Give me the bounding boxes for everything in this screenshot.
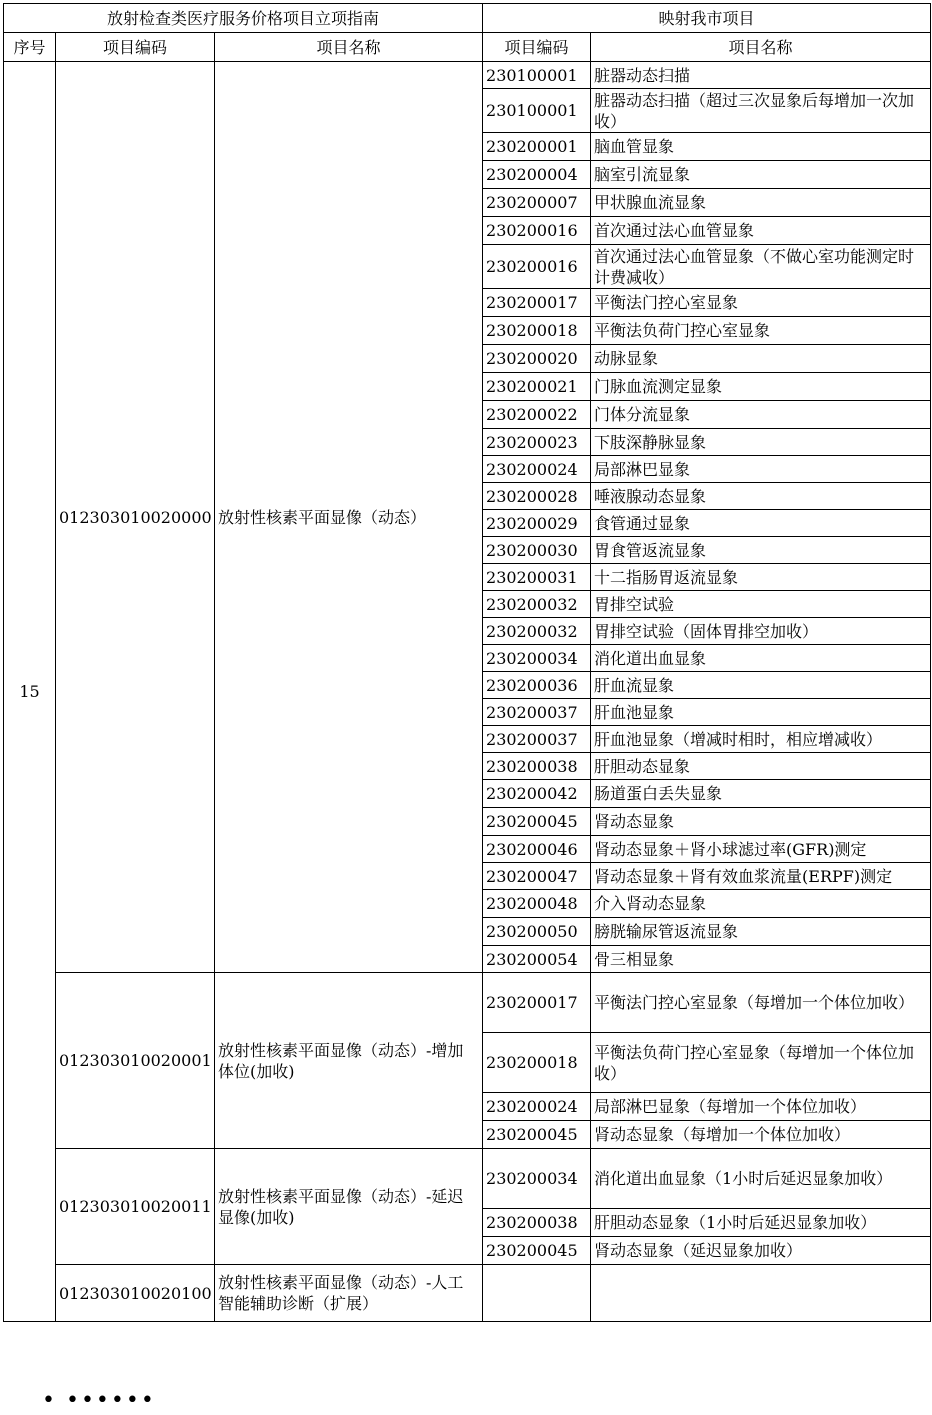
table-row bbox=[4, 973, 931, 1033]
item-code-cell: 012303010020000 bbox=[56, 62, 215, 973]
mapped-name-cell: 肾动态显象（延迟显象加收） bbox=[591, 1237, 931, 1265]
mapped-name-cell: 首次通过法心血管显象（不做心室功能测定时计费减收） bbox=[591, 245, 931, 289]
seq-cell: 15 bbox=[4, 62, 56, 1322]
mapped-name-cell: 局部淋巴显象（每增加一个体位加收） bbox=[591, 1093, 931, 1121]
mapped-name-cell: 平衡法负荷门控心室显象 bbox=[591, 317, 931, 345]
mapped-name-cell: 骨三相显象 bbox=[591, 946, 931, 973]
mapped-name-cell: 下肢深静脉显象 bbox=[591, 429, 931, 456]
mapped-name-cell: 肝胆动态显象 bbox=[591, 753, 931, 780]
item-code-cell: 012303010020001 bbox=[56, 973, 215, 1149]
mapped-name-cell: 胃排空试验（固体胃排空加收） bbox=[591, 618, 931, 645]
mapped-name-cell: 消化道出血显象 bbox=[591, 645, 931, 672]
mapped-name-cell bbox=[591, 1265, 931, 1322]
mapped-code-cell: 230200038 bbox=[483, 1209, 591, 1237]
item-name-cell: 放射性核素平面显像（动态）-增加体位(加收) bbox=[215, 973, 483, 1149]
col-header-seq: 序号 bbox=[4, 33, 56, 62]
mapped-code-cell: 230200024 bbox=[483, 1093, 591, 1121]
pricing-table bbox=[3, 3, 931, 1322]
item-code-cell: 012303010020100 bbox=[56, 1265, 215, 1322]
header-right-group: 映射我市项目 bbox=[483, 4, 931, 33]
mapped-name-cell: 肾动态显象＋肾小球滤过率(GFR)测定 bbox=[591, 836, 931, 863]
col-header-name: 项目名称 bbox=[215, 33, 483, 62]
mapped-code-cell: 230200023 bbox=[483, 429, 591, 456]
mapped-code-cell: 230200029 bbox=[483, 510, 591, 537]
mapped-code-cell: 230200007 bbox=[483, 189, 591, 217]
item-name-cell: 放射性核素平面显像（动态）-延迟显像(加收) bbox=[215, 1149, 483, 1265]
mapped-code-cell: 230200022 bbox=[483, 401, 591, 429]
mapped-code-cell: 230200032 bbox=[483, 591, 591, 618]
mapped-code-cell: 230200004 bbox=[483, 161, 591, 189]
table-row bbox=[4, 62, 931, 89]
mapped-code-cell: 230200028 bbox=[483, 483, 591, 510]
mapped-name-cell: 脑室引流显象 bbox=[591, 161, 931, 189]
mapped-code-cell: 230100001 bbox=[483, 89, 591, 133]
mapped-name-cell: 门体分流显象 bbox=[591, 401, 931, 429]
mapped-code-cell: 230200016 bbox=[483, 245, 591, 289]
mapped-code-cell: 230200030 bbox=[483, 537, 591, 564]
mapped-name-cell: 脏器动态扫描（超过三次显象后每增加一次加收） bbox=[591, 89, 931, 133]
mapped-name-cell: 门脉血流测定显象 bbox=[591, 373, 931, 401]
mapped-name-cell: 肝血池显象 bbox=[591, 699, 931, 726]
table-row bbox=[4, 1265, 931, 1322]
mapped-name-cell: 消化道出血显象（1小时后延迟显象加收） bbox=[591, 1149, 931, 1209]
mapped-code-cell bbox=[483, 1265, 591, 1322]
mapped-name-cell: 肾动态显象（每增加一个体位加收） bbox=[591, 1121, 931, 1149]
mapped-code-cell: 230200045 bbox=[483, 808, 591, 836]
mapped-code-cell: 230200017 bbox=[483, 289, 591, 317]
mapped-code-cell: 230200021 bbox=[483, 373, 591, 401]
mapped-code-cell: 230200046 bbox=[483, 836, 591, 863]
mapped-name-cell: 平衡法门控心室显象（每增加一个体位加收） bbox=[591, 973, 931, 1033]
mapped-name-cell: 平衡法负荷门控心室显象（每增加一个体位加收） bbox=[591, 1033, 931, 1093]
mapped-code-cell: 230200034 bbox=[483, 1149, 591, 1209]
item-code-cell: 012303010020011 bbox=[56, 1149, 215, 1265]
mapped-code-cell: 230200018 bbox=[483, 1033, 591, 1093]
mapped-code-cell: 230200024 bbox=[483, 456, 591, 483]
mapped-name-cell: 膀胱输尿管返流显象 bbox=[591, 918, 931, 946]
mapped-name-cell: 肝血流显象 bbox=[591, 672, 931, 699]
mapped-name-cell: 首次通过法心血管显象 bbox=[591, 217, 931, 245]
mapped-code-cell: 230200017 bbox=[483, 973, 591, 1033]
mapped-name-cell: 唾液腺动态显象 bbox=[591, 483, 931, 510]
ellipsis-marker: • •••••• bbox=[42, 1388, 156, 1413]
mapped-name-cell: 脏器动态扫描 bbox=[591, 62, 931, 89]
table-row bbox=[4, 1149, 931, 1209]
mapped-name-cell: 动脉显象 bbox=[591, 345, 931, 373]
mapped-name-cell: 食管通过显象 bbox=[591, 510, 931, 537]
mapped-code-cell: 230200016 bbox=[483, 217, 591, 245]
mapped-code-cell: 230200038 bbox=[483, 753, 591, 780]
mapped-code-cell: 230200037 bbox=[483, 726, 591, 753]
mapped-code-cell: 230200037 bbox=[483, 699, 591, 726]
mapped-name-cell: 肾动态显象＋肾有效血浆流量(ERPF)测定 bbox=[591, 863, 931, 890]
mapped-code-cell: 230200047 bbox=[483, 863, 591, 890]
mapped-code-cell: 230200045 bbox=[483, 1121, 591, 1149]
mapped-code-cell: 230200001 bbox=[483, 133, 591, 161]
mapped-code-cell: 230100001 bbox=[483, 62, 591, 89]
mapped-code-cell: 230200032 bbox=[483, 618, 591, 645]
mapped-code-cell: 230200020 bbox=[483, 345, 591, 373]
mapped-name-cell: 介入肾动态显象 bbox=[591, 890, 931, 918]
table-body bbox=[4, 62, 931, 1322]
mapped-name-cell: 肝胆动态显象（1小时后延迟显象加收） bbox=[591, 1209, 931, 1237]
col-header-map-name: 项目名称 bbox=[591, 33, 931, 62]
mapped-code-cell: 230200034 bbox=[483, 645, 591, 672]
mapped-code-cell: 230200048 bbox=[483, 890, 591, 918]
mapped-code-cell: 230200050 bbox=[483, 918, 591, 946]
mapped-name-cell: 局部淋巴显象 bbox=[591, 456, 931, 483]
mapped-name-cell: 脑血管显象 bbox=[591, 133, 931, 161]
mapped-code-cell: 230200054 bbox=[483, 946, 591, 973]
mapped-name-cell: 肾动态显象 bbox=[591, 808, 931, 836]
mapped-code-cell: 230200042 bbox=[483, 780, 591, 808]
mapped-name-cell: 平衡法门控心室显象 bbox=[591, 289, 931, 317]
col-header-map-code: 项目编码 bbox=[483, 33, 591, 62]
mapped-code-cell: 230200045 bbox=[483, 1237, 591, 1265]
mapped-name-cell: 肝血池显象（增减时相时，相应增减收） bbox=[591, 726, 931, 753]
mapped-name-cell: 胃排空试验 bbox=[591, 591, 931, 618]
item-name-cell: 放射性核素平面显像（动态） bbox=[215, 62, 483, 973]
mapped-code-cell: 230200036 bbox=[483, 672, 591, 699]
header-left-group: 放射检查类医疗服务价格项目立项指南 bbox=[4, 4, 483, 33]
mapped-name-cell: 甲状腺血流显象 bbox=[591, 189, 931, 217]
mapped-code-cell: 230200031 bbox=[483, 564, 591, 591]
item-name-cell: 放射性核素平面显像（动态）-人工智能辅助诊断（扩展） bbox=[215, 1265, 483, 1322]
mapped-name-cell: 胃食管返流显象 bbox=[591, 537, 931, 564]
mapped-name-cell: 十二指肠胃返流显象 bbox=[591, 564, 931, 591]
mapped-code-cell: 230200018 bbox=[483, 317, 591, 345]
col-header-code: 项目编码 bbox=[56, 33, 215, 62]
mapped-name-cell: 肠道蛋白丢失显象 bbox=[591, 780, 931, 808]
